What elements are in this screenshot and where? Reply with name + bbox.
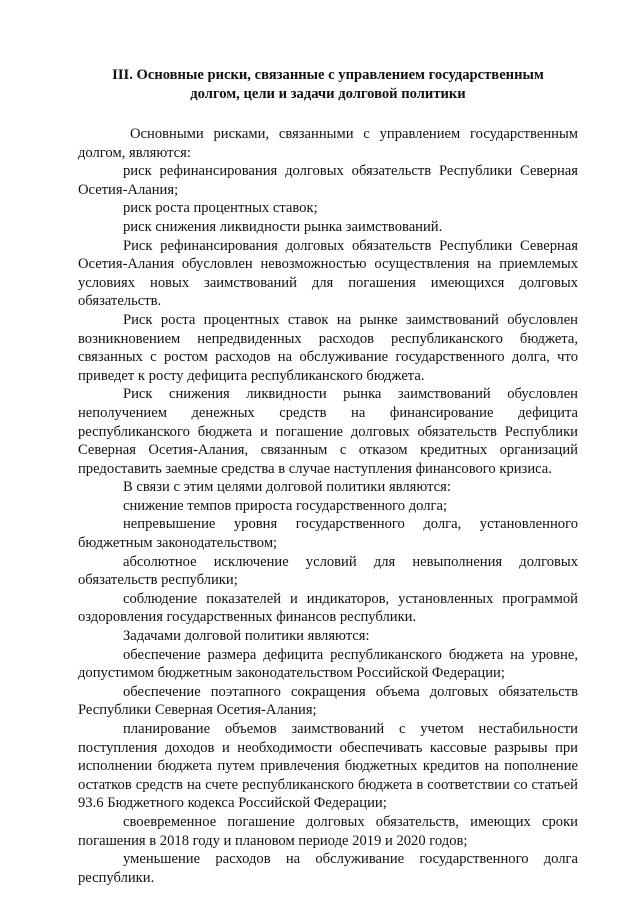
document-page <box>78 66 578 887</box>
paragraph-task-2: обеспечение поэтапного сокращения объема долговых обязательств Республики Северная Осетия-Алания; <box>78 683 578 719</box>
paragraph-task-1: обеспечение размера дефицита республиканского бюджета на уровне, допустимом бюджетным законодательством Российской Федерации; <box>78 646 578 682</box>
paragraph-goals-intro: В связи с этим целями долговой политики являются: <box>123 479 451 496</box>
section-heading <box>78 66 578 104</box>
paragraph-task-5: уменьшение расходов на обслуживание государственного долга республики. <box>78 851 578 886</box>
paragraph-risk-liquidity: риск снижения ликвидности рынка заимствований. <box>123 218 443 235</box>
heading-line-1: III. Основные риски, связанные с управлением государственным <box>112 67 544 83</box>
paragraph-risk-refinancing: риск рефинансирования долговых обязательств Республики Северная Осетия-Алания; <box>78 163 578 198</box>
paragraph-goal-3: абсолютное исключение условий для невыполнения долговых обязательств республики; <box>78 553 578 589</box>
paragraph-task-3: планирование объемов заимствований с учетом нестабильности поступления доходов и необходимости обеспечивать кассовые разрывы при исполнении бюджета путем привлечения бюджетных кредитов на пополнение остатков средств на счете республиканского бюджета в соответствии со статьей 93.6 Бюджетного кодекса Российской Федерации; <box>78 721 578 812</box>
paragraph-liquidity-explained: Риск снижения ликвидности рынка заимствований обусловлен неполучением денежных средств на финансирование дефицита республиканского бюджета и погашение долговых обязательств Республики Северная Осетия-Алания, связанным с отказом кредитных организаций предоставить заемные средства в случае наступления финансового кризиса. <box>78 386 578 477</box>
paragraph-interest-explained: Риск роста процентных ставок на рынке заимствований обусловлен возникновением непредвиденных расходов республиканского бюджета, связанных с ростом расходов на обслуживание государственного долга, что приведет к росту дефицита республиканского бюджета. <box>78 311 578 384</box>
paragraph-intro-risks: Основными рисками, связанными с управлением государственным долгом, являются: <box>78 126 578 161</box>
heading-line-2: долгом, цели и задачи долговой политики <box>190 86 466 102</box>
paragraph-goal-2: непревышение уровня государственного долга, установленного бюджетным законодательством; <box>78 516 578 552</box>
paragraph-tasks-intro: Задачами долговой политики являются: <box>123 628 370 645</box>
paragraph-goal-4: соблюдение показателей и индикаторов, установленных программой оздоровления государственных финансов республики. <box>78 590 578 626</box>
paragraph-goal-1: снижение темпов прироста государственного долга; <box>123 497 448 514</box>
paragraph-refinancing-explained: Риск рефинансирования долговых обязательств Республики Северная Осетия-Алания обусловлен невозможностью осуществления на приемлемых условиях новых заимствований для погашения имеющихся долговых обязательств. <box>78 237 578 310</box>
paragraph-risk-interest-rates: риск роста процентных ставок; <box>123 200 318 217</box>
paragraph-task-4: своевременное погашение долговых обязательств, имеющих сроки погашения в 2018 году и плановом периоде 2019 и 2020 годов; <box>78 813 578 849</box>
